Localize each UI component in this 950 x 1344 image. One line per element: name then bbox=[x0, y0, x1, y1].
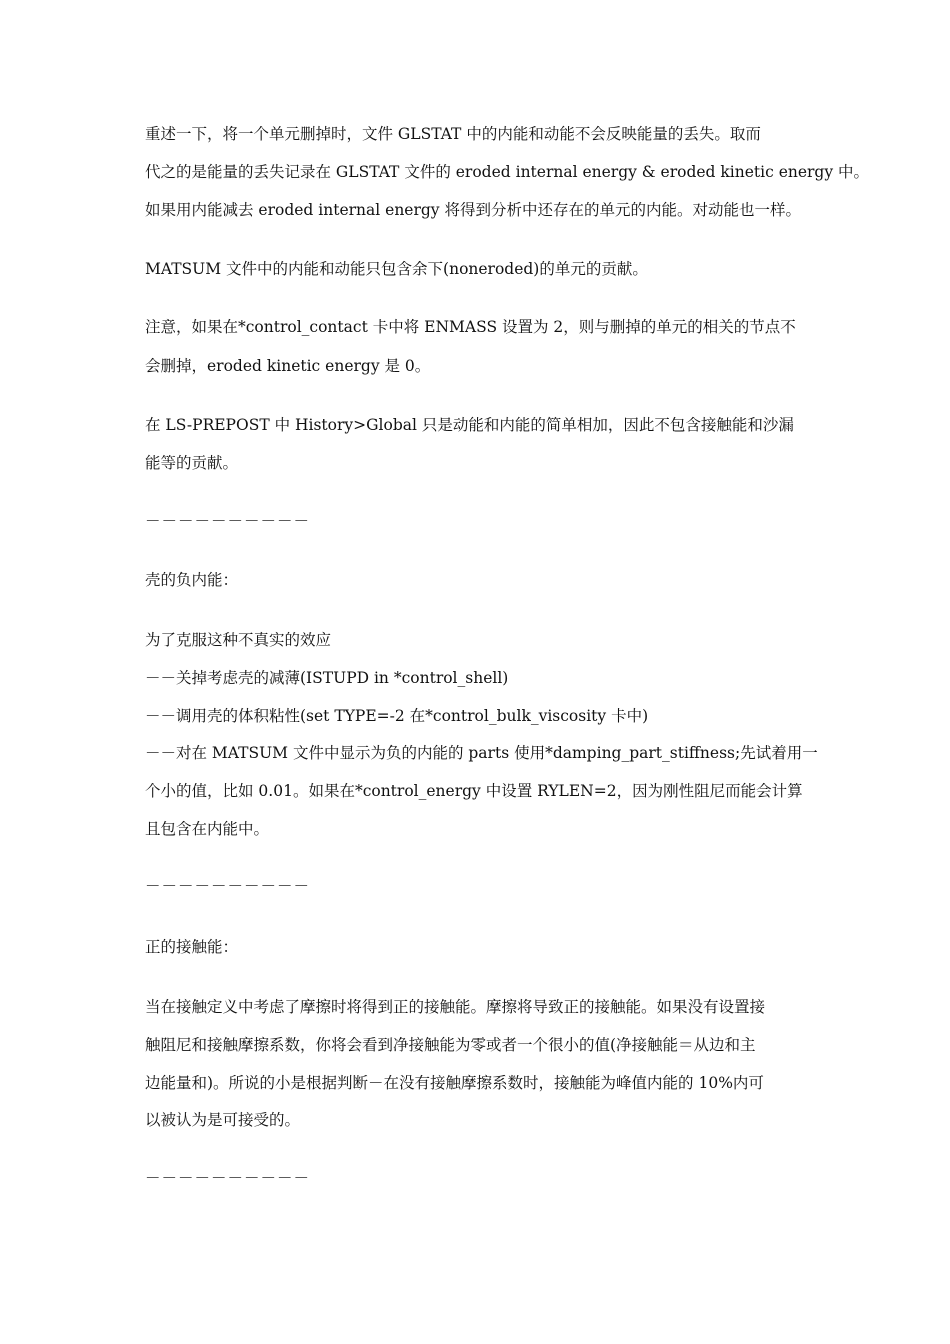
paragraph-line: 会删掉，eroded kinetic energy 是 0。 bbox=[145, 357, 431, 375]
paragraph-line: 以被认为是可接受的。 bbox=[145, 1111, 301, 1129]
section-heading: 正的接触能： bbox=[145, 938, 239, 956]
paragraph-line: 触阻尼和接触摩擦系数，你将会看到净接触能为零或者一个很小的值(净接触能＝从边和主 bbox=[145, 1036, 756, 1054]
list-item: －－调用壳的体积粘性(set TYPE=-2 在*control_bulk_viscosity 卡中) bbox=[145, 707, 649, 725]
paragraph-line: 当在接触定义中考虑了摩擦时将得到正的接触能。摩擦将导致正的接触能。如果没有设置接 bbox=[145, 998, 766, 1016]
list-item: －－关掉考虑壳的减薄(ISTUPD in *control_shell) bbox=[145, 669, 509, 687]
section-separator: －－－－－－－－－－ bbox=[145, 877, 311, 895]
paragraph-line: 在 LS-PREPOST 中 History>Global 只是动能和内能的简单相加，因此不包含接触能和沙漏 bbox=[145, 416, 794, 434]
paragraph-line: 注意，如果在*control_contact 卡中将 ENMASS 设置为 2，则与删掉的单元的相关的节点不 bbox=[145, 318, 796, 336]
paragraph-line: 为了克服这种不真实的效应 bbox=[145, 631, 332, 649]
paragraph-line: 边能量和)。所说的小是根据判断－在没有接触摩擦系数时，接触能为峰值内能的 10%内可 bbox=[145, 1074, 764, 1092]
paragraph-line: 如果用内能减去 eroded internal energy 将得到分析中还存在的单元的内能。对动能也一样。 bbox=[145, 201, 801, 219]
paragraph-line: 代之的是能量的丢失记录在 GLSTAT 文件的 eroded internal energy & eroded kinetic energy 中。 bbox=[145, 163, 870, 181]
paragraph-line: 重述一下，将一个单元删掉时，文件 GLSTAT 中的内能和动能不会反映能量的丢失。取而 bbox=[145, 125, 761, 143]
list-item: －－对在 MATSUM 文件中显示为负的内能的 parts 使用*damping_part_stiffness;先试着用一 bbox=[145, 744, 818, 762]
paragraph-line: 且包含在内能中。 bbox=[145, 820, 270, 838]
section-separator: －－－－－－－－－－ bbox=[145, 512, 311, 530]
paragraph-line: MATSUM 文件中的内能和动能只包含余下(noneroded)的单元的贡献。 bbox=[145, 260, 648, 278]
paragraph-line: 个小的值，比如 0.01。如果在*control_energy 中设置 RYLEN=2，因为刚性阻尼而能会计算 bbox=[145, 782, 803, 800]
section-heading: 壳的负内能： bbox=[145, 571, 239, 589]
section-separator: －－－－－－－－－－ bbox=[145, 1169, 311, 1187]
paragraph-line: 能等的贡献。 bbox=[145, 454, 239, 472]
